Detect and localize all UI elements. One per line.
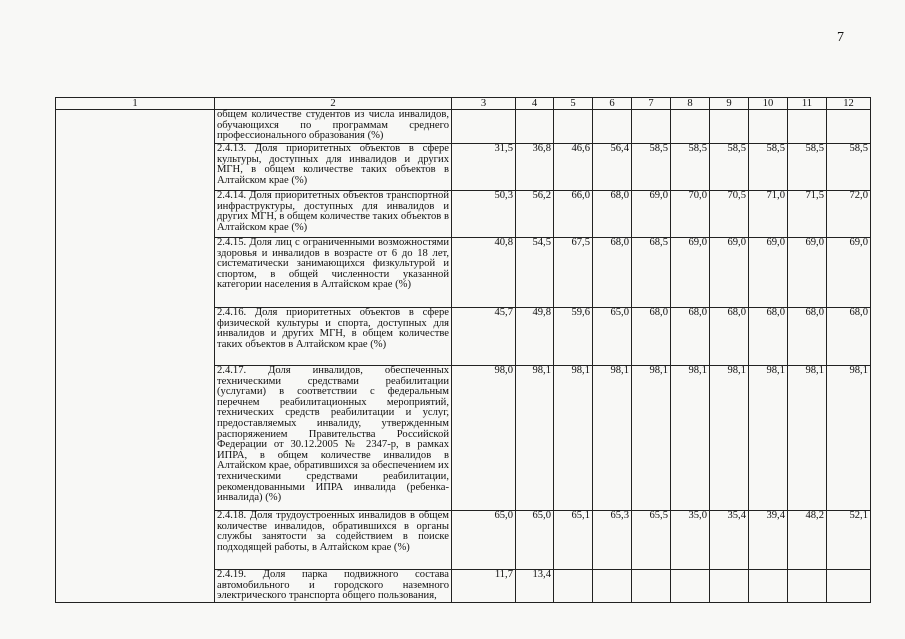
value-cell: 58,5 xyxy=(827,144,871,191)
value-cell: 98,1 xyxy=(671,366,710,511)
value-cell: 13,4 xyxy=(516,570,554,603)
value-cell: 68,0 xyxy=(593,191,632,238)
value-cell xyxy=(671,570,710,603)
value-cell xyxy=(632,110,671,144)
value-cell xyxy=(788,110,827,144)
value-cell xyxy=(554,110,593,144)
indicator-name: 2.4.13. Доля приоритетных объектов в сфере культуры, доступных для инвалидов и других МГН, в общем количестве таких объектов в Алтайском крае (%) xyxy=(215,144,452,191)
value-cell: 52,1 xyxy=(827,511,871,570)
value-cell: 69,0 xyxy=(632,191,671,238)
value-cell: 68,0 xyxy=(671,308,710,366)
column-header: 7 xyxy=(632,98,671,110)
value-cell: 65,5 xyxy=(632,511,671,570)
value-cell: 48,2 xyxy=(788,511,827,570)
value-cell: 98,1 xyxy=(632,366,671,511)
value-cell: 68,0 xyxy=(593,238,632,308)
value-cell: 67,5 xyxy=(554,238,593,308)
value-cell: 69,0 xyxy=(827,238,871,308)
column-header-row xyxy=(56,98,871,110)
section-cell xyxy=(56,110,215,603)
value-cell: 68,0 xyxy=(710,308,749,366)
value-cell: 71,5 xyxy=(788,191,827,238)
value-cell: 40,8 xyxy=(452,238,516,308)
value-cell: 69,0 xyxy=(749,238,788,308)
column-header: 6 xyxy=(593,98,632,110)
value-cell: 98,1 xyxy=(749,366,788,511)
value-cell: 72,0 xyxy=(827,191,871,238)
value-cell xyxy=(632,570,671,603)
value-cell xyxy=(671,110,710,144)
indicator-name: 2.4.14. Доля приоритетных объектов транспортной инфраструктуры, доступных для инвалидов и других МГН, в общем количестве таких объектов в Алтайском крае (%) xyxy=(215,191,452,238)
value-cell xyxy=(788,570,827,603)
value-cell: 98,1 xyxy=(788,366,827,511)
value-cell xyxy=(516,110,554,144)
value-cell: 98,1 xyxy=(554,366,593,511)
value-cell: 69,0 xyxy=(710,238,749,308)
value-cell: 68,0 xyxy=(788,308,827,366)
value-cell xyxy=(554,570,593,603)
value-cell xyxy=(452,110,516,144)
column-header: 1 xyxy=(56,98,215,110)
column-header: 3 xyxy=(452,98,516,110)
column-header: 12 xyxy=(827,98,871,110)
value-cell xyxy=(593,570,632,603)
column-header: 11 xyxy=(788,98,827,110)
value-cell: 45,7 xyxy=(452,308,516,366)
value-cell: 11,7 xyxy=(452,570,516,603)
value-cell: 58,5 xyxy=(788,144,827,191)
value-cell: 65,0 xyxy=(516,511,554,570)
value-cell: 56,4 xyxy=(593,144,632,191)
value-cell xyxy=(749,110,788,144)
value-cell: 36,8 xyxy=(516,144,554,191)
value-cell xyxy=(710,110,749,144)
value-cell: 69,0 xyxy=(788,238,827,308)
value-cell xyxy=(710,570,749,603)
table-row xyxy=(56,110,871,144)
column-header: 5 xyxy=(554,98,593,110)
value-cell: 46,6 xyxy=(554,144,593,191)
value-cell: 58,5 xyxy=(671,144,710,191)
column-header: 4 xyxy=(516,98,554,110)
value-cell: 49,8 xyxy=(516,308,554,366)
value-cell: 39,4 xyxy=(749,511,788,570)
value-cell: 35,0 xyxy=(671,511,710,570)
indicator-name: 2.4.15. Доля лиц с ограниченными возможностями здоровья и инвалидов в возрасте от 6 до 18 лет, систематически занимающихся физкультурой и спортом, в общей численности указанной категории населения в Алтайском крае (%) xyxy=(215,238,452,308)
indicator-name: 2.4.19. Доля парка подвижного состава автомобильного и городского наземного электрического транспорта общего пользования, xyxy=(215,570,452,603)
value-cell: 65,3 xyxy=(593,511,632,570)
value-cell: 54,5 xyxy=(516,238,554,308)
indicator-name: общем количестве студентов из числа инвалидов, обучающихся по программам среднего профессионального образования (%) xyxy=(215,110,452,144)
value-cell: 31,5 xyxy=(452,144,516,191)
value-cell: 71,0 xyxy=(749,191,788,238)
value-cell: 68,0 xyxy=(827,308,871,366)
value-cell: 68,0 xyxy=(632,308,671,366)
page-number: 7 xyxy=(837,30,844,45)
value-cell: 65,0 xyxy=(452,511,516,570)
value-cell: 50,3 xyxy=(452,191,516,238)
value-cell: 98,0 xyxy=(452,366,516,511)
value-cell xyxy=(827,570,871,603)
indicator-name: 2.4.17. Доля инвалидов, обеспеченных техническими средствами реабилитации (услугами) в соответствии с федеральным перечнем реабилитационных мероприятий, технических средств реабилитации и услуг, предоставляемых инвалиду, утвержденным распоряжением Правительства Российской Федерации от 30.12.2005 № 2347-р, в рамках ИПРА, в общем количестве инвалидов в Алтайском крае, обратившихся за обеспечением их техническими средствами реабилитации, рекомендованными ИПРА инвалида (ребенка-инвалида) (%) xyxy=(215,366,452,511)
value-cell: 58,5 xyxy=(710,144,749,191)
value-cell: 65,1 xyxy=(554,511,593,570)
column-header: 10 xyxy=(749,98,788,110)
value-cell: 59,6 xyxy=(554,308,593,366)
indicator-name: 2.4.16. Доля приоритетных объектов в сфере физической культуры и спорта, доступных для инвалидов и других МГН, в общем количестве таких объектов в Алтайском крае (%) xyxy=(215,308,452,366)
value-cell: 56,2 xyxy=(516,191,554,238)
value-cell: 70,5 xyxy=(710,191,749,238)
indicator-name: 2.4.18. Доля трудоустроенных инвалидов в общем количестве инвалидов, обратившихся в органы службы занятости за содействием в поиске подходящей работы, в Алтайском крае (%) xyxy=(215,511,452,570)
column-header: 9 xyxy=(710,98,749,110)
value-cell xyxy=(593,110,632,144)
value-cell: 68,5 xyxy=(632,238,671,308)
value-cell: 65,0 xyxy=(593,308,632,366)
value-cell: 98,1 xyxy=(593,366,632,511)
column-header: 8 xyxy=(671,98,710,110)
value-cell: 70,0 xyxy=(671,191,710,238)
table-body xyxy=(56,110,871,603)
indicators-table xyxy=(55,97,871,603)
value-cell: 98,1 xyxy=(827,366,871,511)
value-cell: 58,5 xyxy=(749,144,788,191)
value-cell: 35,4 xyxy=(710,511,749,570)
value-cell: 98,1 xyxy=(516,366,554,511)
value-cell: 98,1 xyxy=(710,366,749,511)
value-cell xyxy=(827,110,871,144)
value-cell: 58,5 xyxy=(632,144,671,191)
value-cell: 66,0 xyxy=(554,191,593,238)
column-header: 2 xyxy=(215,98,452,110)
value-cell xyxy=(749,570,788,603)
value-cell: 69,0 xyxy=(671,238,710,308)
value-cell: 68,0 xyxy=(749,308,788,366)
